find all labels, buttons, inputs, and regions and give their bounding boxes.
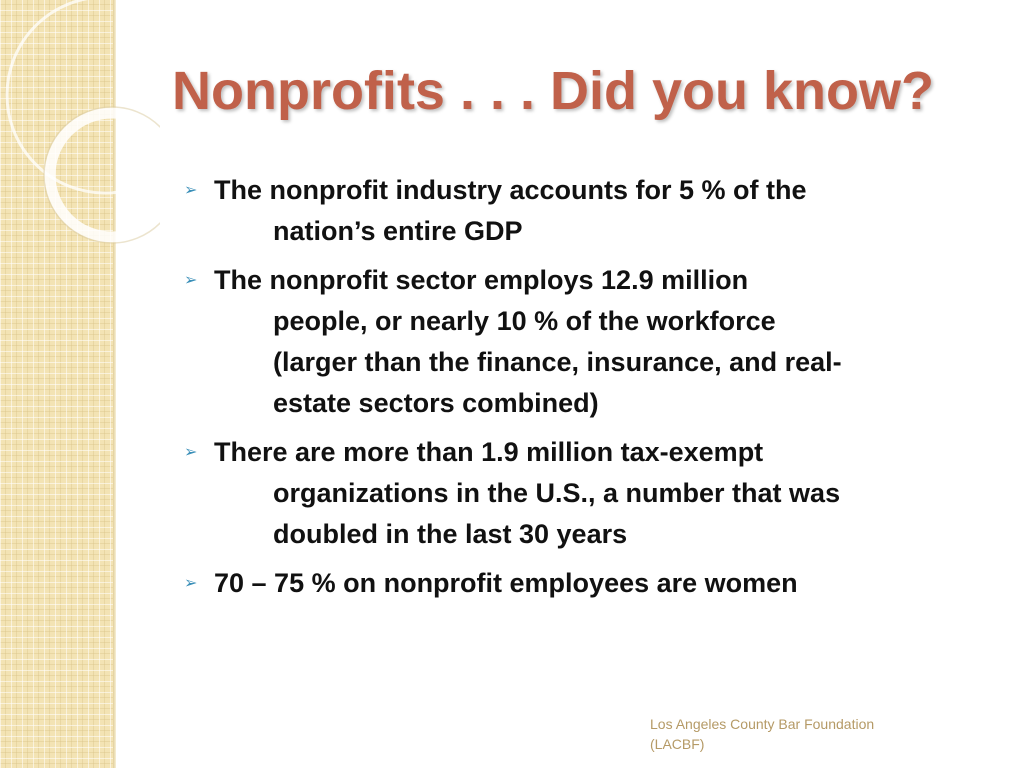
footer-line: Los Angeles County Bar Foundation — [650, 716, 875, 732]
bullet-line: The nonprofit industry accounts for 5 % of the — [214, 175, 807, 205]
bullet-line: organizations in the U.S., a number that was — [273, 478, 841, 508]
bullet-line: nation’s entire GDP — [273, 216, 523, 246]
arrow-bullet-icon: ➢ — [184, 575, 198, 592]
bullet-line: (larger than the finance, insurance, and real- — [273, 347, 842, 377]
footer-organization — [650, 714, 874, 754]
list-item — [184, 432, 984, 555]
bullet-line: doubled in the last 30 years — [273, 519, 628, 549]
bullet-list — [184, 170, 984, 612]
bullet-line: 70 – 75 % on nonprofit employees are women — [214, 568, 798, 598]
slide-title: Nonprofits . . . Did you know? — [172, 61, 934, 121]
bullet-line: The nonprofit sector employs 12.9 million — [214, 265, 749, 295]
decorative-rings — [0, 0, 160, 260]
arrow-bullet-icon: ➢ — [184, 182, 198, 199]
arrow-bullet-icon: ➢ — [184, 272, 198, 289]
bullet-line: estate sectors combined) — [273, 388, 599, 418]
arrow-bullet-icon: ➢ — [184, 444, 198, 461]
bullet-line: people, or nearly 10 % of the workforce — [273, 306, 776, 336]
footer-line: (LACBF) — [650, 736, 705, 752]
list-item — [184, 563, 984, 604]
list-item — [184, 260, 984, 424]
list-item — [184, 170, 984, 252]
bullet-line: There are more than 1.9 million tax-exempt — [214, 437, 764, 467]
